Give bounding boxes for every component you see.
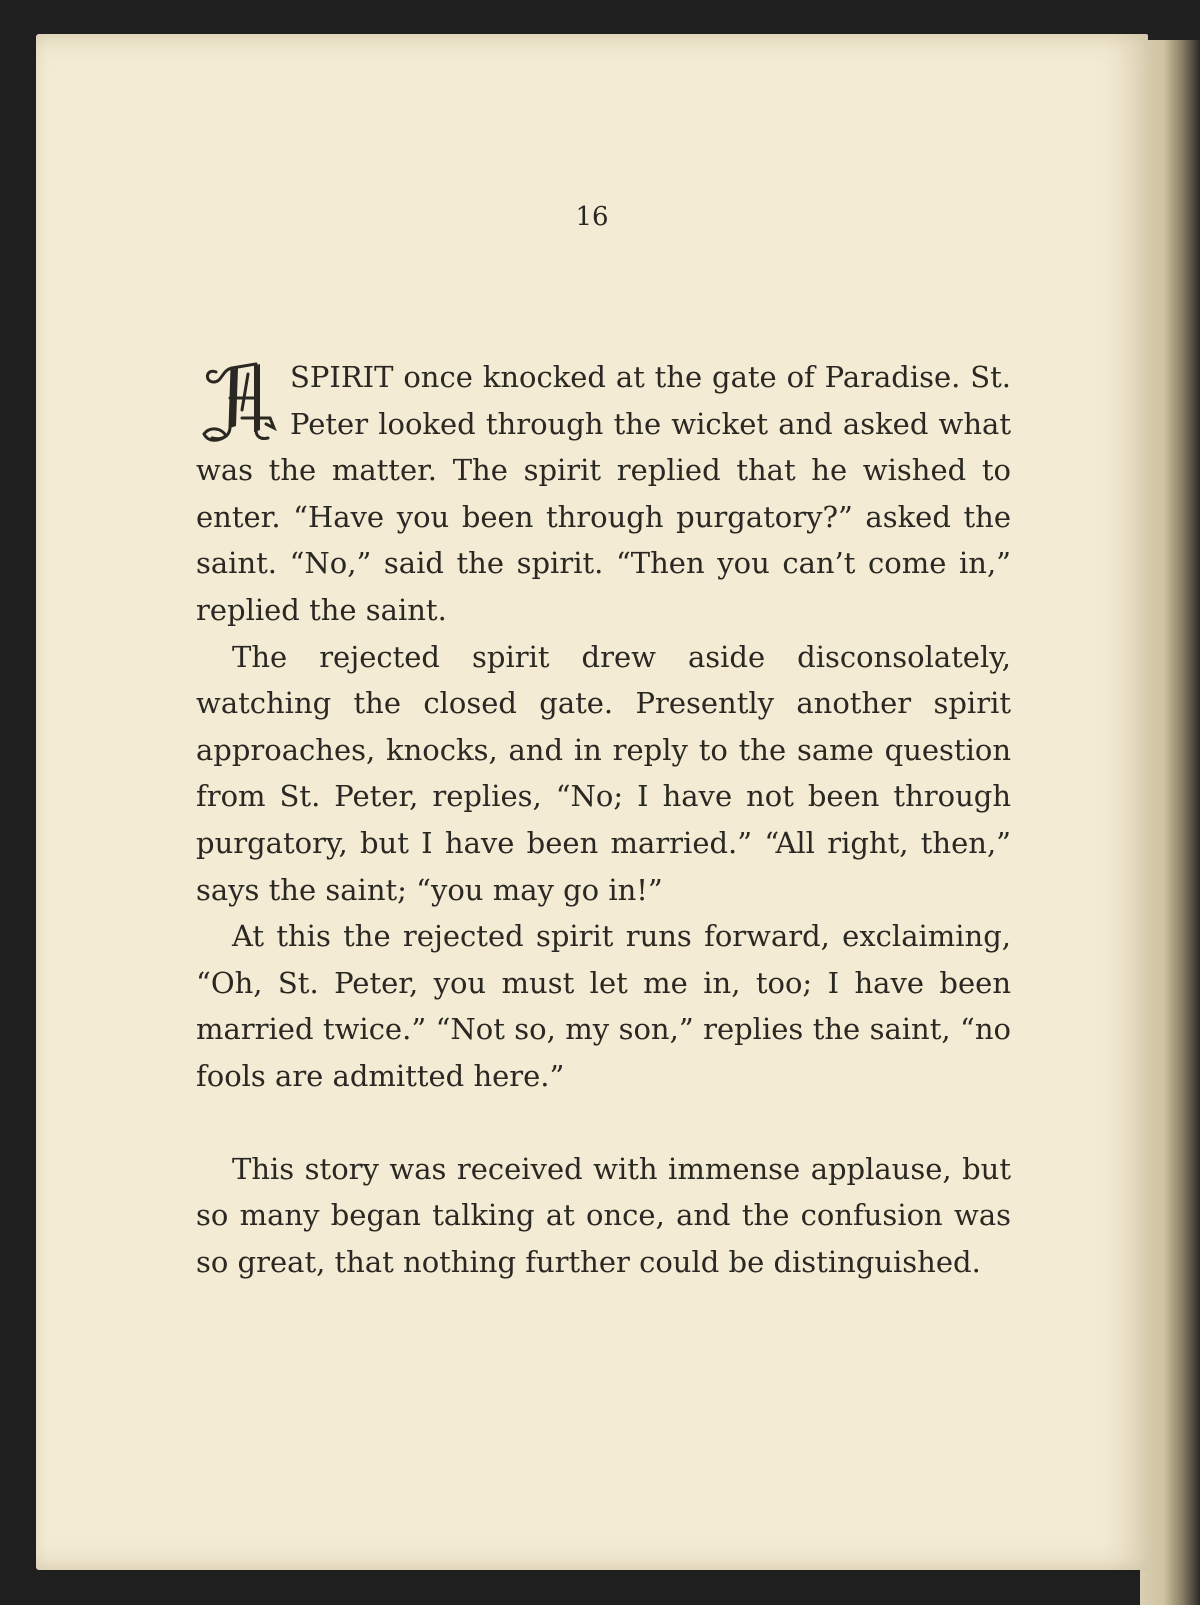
closing-paragraph: This story was received with immense applause, but so many began talking at once, and the confusion was so great, that nothing further could be distinguished. [196, 1151, 1011, 1279]
paragraph-2: The rejected spirit drew aside disconsolately, watching the closed gate. Presently another spirit approaches, knocks, and in reply to the same question from St. Peter, replies, “No; I have not been through purgatory, but I have been married.” “All right, then,” says the saint; “you may go in!” [196, 639, 1011, 907]
paragraph-3: At this the rejected spirit runs forward, exclaiming, “Oh, St. Peter, you must let me in, too; I have been married twice.” “Not so, my son,” replies the saint, “no fools are admitted here.” [196, 919, 1011, 1093]
book-cover-edge [1140, 40, 1200, 1605]
ornamental-dropcap-a [196, 358, 282, 446]
paragraph-1-text: SPIRIT once knocked at the gate of Paradise. St. Peter looked through the wicket and asked what was the matter. The spirit replied that he wished to enter. “Have you been through purgatory?” asked the saint. “No,” said the spirit. “Then you can’t come in,” replied the saint. [196, 360, 1011, 627]
book-page [36, 34, 1148, 1570]
dropcap-letter [196, 446, 197, 447]
page-number: 16 [575, 202, 609, 232]
paragraph-1 [196, 354, 1011, 634]
story-text [196, 354, 1011, 1285]
dropcap-a-icon [196, 358, 282, 446]
